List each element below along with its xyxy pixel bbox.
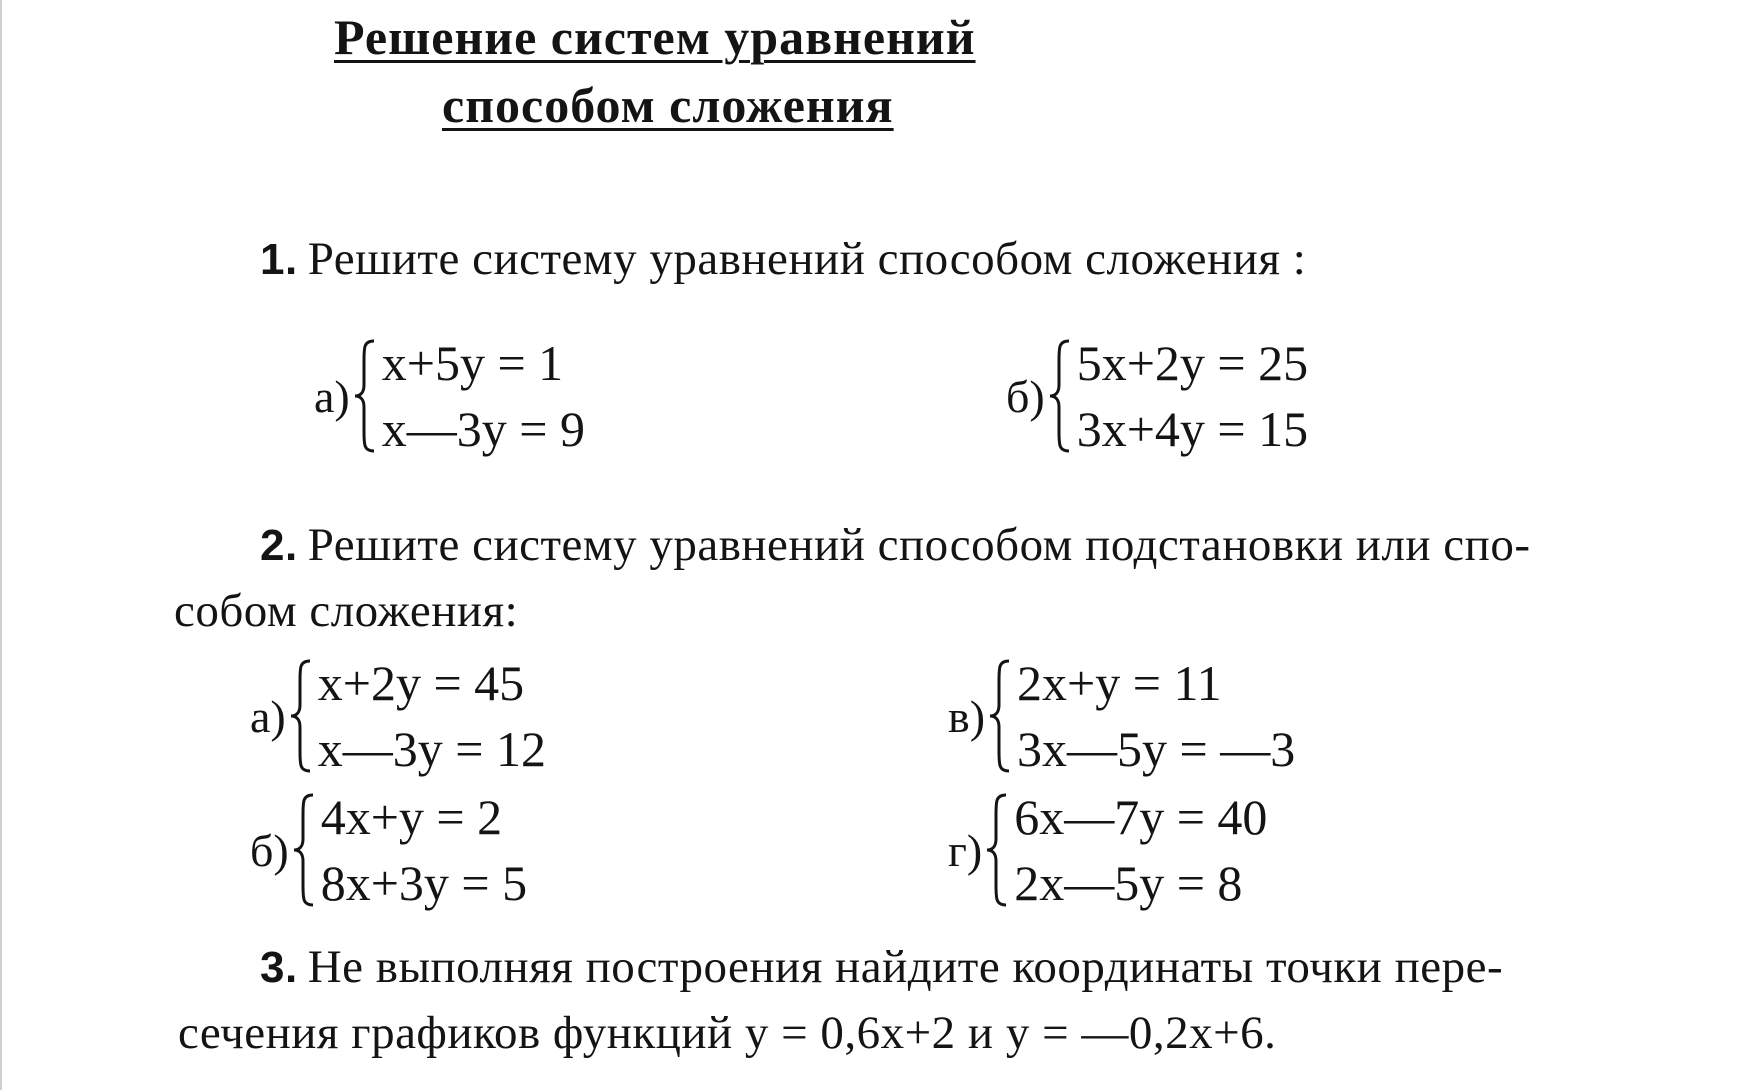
system-label: г) bbox=[948, 824, 983, 876]
system-label: а) bbox=[314, 370, 350, 422]
system-label: а) bbox=[250, 690, 286, 742]
task2-system-g bbox=[948, 784, 1267, 916]
task2-number: 2. bbox=[260, 521, 298, 570]
task1-system-a bbox=[314, 330, 585, 462]
task2-heading-line1 bbox=[260, 518, 1530, 572]
task3-heading-line2: сечения графиков функций y = 0,6x+2 и y = —0,2x+6. bbox=[178, 1007, 1277, 1059]
system-label: в) bbox=[948, 690, 986, 742]
equation-2: 3x+4y = 15 bbox=[1076, 401, 1309, 457]
task2-system-a bbox=[250, 650, 546, 782]
curly-brace-icon bbox=[1047, 337, 1073, 455]
task1-text: Решите систему уравнений способом сложения : bbox=[307, 233, 1307, 285]
equation-2: 2x—5y = 8 bbox=[1014, 855, 1243, 911]
task3-number: 3. bbox=[260, 943, 298, 992]
task1-system-b bbox=[1006, 330, 1308, 462]
task3-heading-line1 bbox=[260, 940, 1503, 994]
system-label: б) bbox=[1006, 370, 1045, 422]
task2-system-v bbox=[948, 650, 1295, 782]
equation-1: 2x+y = 11 bbox=[1017, 655, 1222, 711]
task2-system-b bbox=[250, 784, 527, 916]
task2-text-line1: Решите систему уравнений способом подстановки или спо- bbox=[307, 519, 1531, 571]
page-title-line1: Решение систем уравнений bbox=[334, 9, 976, 65]
curly-brace-icon bbox=[987, 657, 1013, 775]
equation-1: 5x+2y = 25 bbox=[1076, 335, 1309, 391]
curly-brace-icon bbox=[288, 657, 314, 775]
system-label: б) bbox=[250, 824, 289, 876]
equation-2: 8x+3y = 5 bbox=[320, 855, 528, 911]
equation-2: 3x—5y = —3 bbox=[1017, 721, 1296, 777]
equation-1: x+5y = 1 bbox=[381, 335, 564, 391]
task1-heading bbox=[260, 232, 1306, 286]
equation-2: x—3y = 9 bbox=[381, 401, 585, 457]
equation-1: 4x+y = 2 bbox=[320, 789, 503, 845]
equation-2: x—3y = 12 bbox=[317, 721, 546, 777]
curly-brace-icon bbox=[291, 791, 317, 909]
curly-brace-icon bbox=[984, 791, 1010, 909]
task1-number: 1. bbox=[260, 235, 298, 284]
page-title-line2: способом сложения bbox=[442, 77, 894, 133]
task2-heading-line2: собом сложения: bbox=[174, 585, 519, 637]
equation-1: 6x—7y = 40 bbox=[1014, 789, 1268, 845]
equation-1: x+2y = 45 bbox=[317, 655, 525, 711]
task3-text-line1: Не выполняя построения найдите координаты точки пере- bbox=[307, 941, 1504, 993]
curly-brace-icon bbox=[352, 337, 378, 455]
